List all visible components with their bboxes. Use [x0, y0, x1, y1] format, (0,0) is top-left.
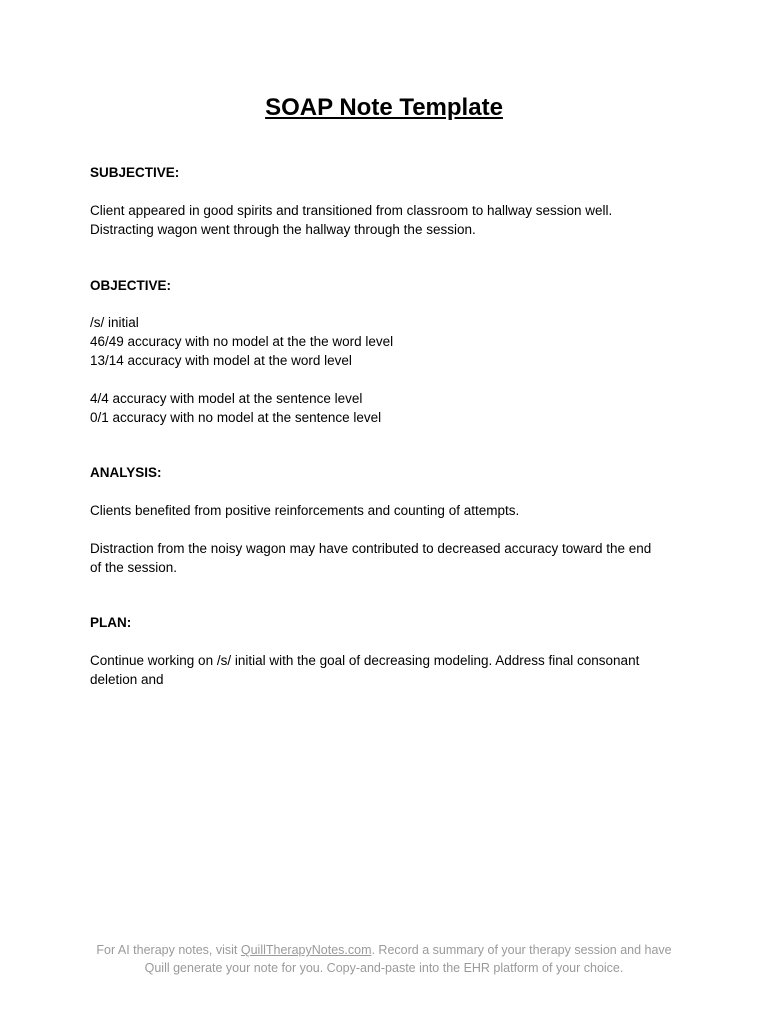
- analysis-paragraph-2: [90, 539, 680, 577]
- footer-suffix: . Record a summary of your therapy session and have: [371, 943, 672, 957]
- objective-line: 4/4 accuracy with model at the sentence level: [90, 391, 363, 406]
- objective-line: 0/1 accuracy with no model at the sentence level: [90, 410, 382, 425]
- objective-line: 46/49 accuracy with no model at the the word level: [90, 334, 394, 349]
- analysis-paragraph-1: Clients benefited from positive reinforcements and counting of attempts.: [90, 503, 520, 518]
- subjective-line: Distracting wagon went through the hallway through the session.: [90, 222, 476, 237]
- plan-text: [90, 651, 680, 689]
- plan-line: deletion and: [90, 672, 164, 687]
- footer-line-2: Quill generate your note for you. Copy-and-paste into the EHR platform of your choice.: [144, 961, 624, 975]
- objective-group-1: [90, 313, 680, 370]
- footer-prefix: For AI therapy notes, visit: [96, 943, 241, 957]
- plan-heading: PLAN:: [90, 615, 132, 630]
- subjective-line: Client appeared in good spirits and transitioned from classroom to hallway session well.: [90, 203, 613, 218]
- footer-line-1: [60, 941, 708, 959]
- analysis-heading: ANALYSIS:: [90, 465, 162, 480]
- subjective-heading: SUBJECTIVE:: [90, 165, 180, 180]
- objective-group-2: [90, 389, 680, 427]
- objective-line: /s/ initial: [90, 315, 139, 330]
- footer-note: [60, 941, 708, 977]
- page-title: SOAP Note Template: [265, 94, 503, 121]
- analysis-line: of the session.: [90, 560, 178, 575]
- analysis-line: Distraction from the noisy wagon may have contributed to decreased accuracy toward the end: [90, 541, 652, 556]
- objective-heading: OBJECTIVE:: [90, 278, 172, 293]
- subjective-text: [90, 201, 680, 239]
- objective-line: 13/14 accuracy with model at the word level: [90, 353, 352, 368]
- quill-link[interactable]: QuillTherapyNotes.com: [240, 943, 372, 957]
- plan-line: Continue working on /s/ initial with the goal of decreasing modeling. Address final consonant: [90, 653, 640, 668]
